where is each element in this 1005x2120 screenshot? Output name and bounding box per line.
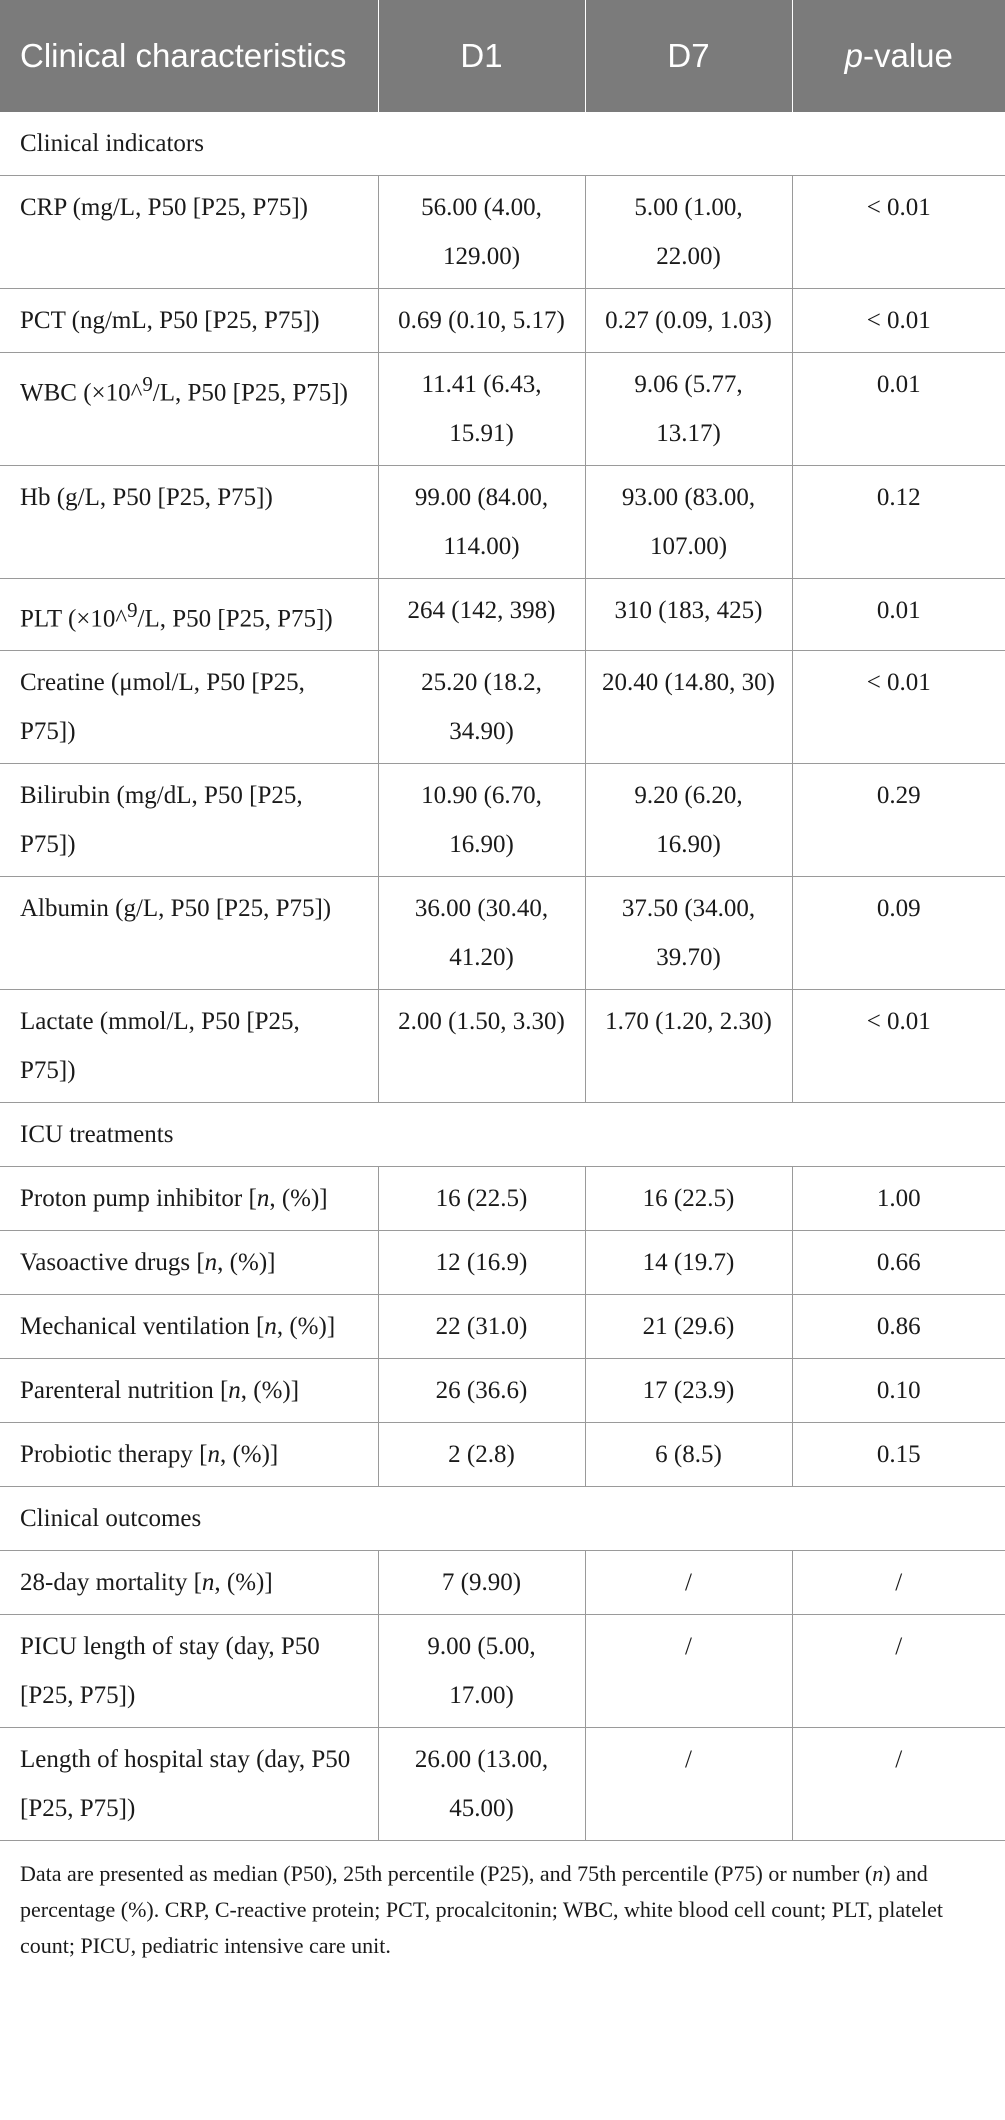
label-italic-n: n <box>256 1185 270 1213</box>
table-row-probiotic-therapy <box>0 1423 1005 1487</box>
d7-value: / <box>585 1728 792 1841</box>
label-italic-n: n <box>228 1377 241 1405</box>
d1-value: 36.00 (30.40, 41.20) <box>378 877 585 990</box>
header-p-value <box>792 0 1005 112</box>
label-superscript: 9 <box>127 598 138 622</box>
d1-value: 12 (16.9) <box>378 1231 585 1295</box>
p-value: 0.09 <box>792 877 1005 990</box>
d7-value: 93.00 (83.00, 107.00) <box>585 466 792 579</box>
p-value: 0.01 <box>792 353 1005 466</box>
table-row-mechanical-ventilation <box>0 1295 1005 1359</box>
p-value: 0.66 <box>792 1231 1005 1295</box>
label-part: , (%)] <box>240 1377 300 1405</box>
table-row-crp <box>0 176 1005 289</box>
d1-value: 22 (31.0) <box>378 1295 585 1359</box>
d7-value: 37.50 (34.00, 39.70) <box>585 877 792 990</box>
p-value: 0.10 <box>792 1359 1005 1423</box>
row-label: Hb (g/L, P50 [P25, P75]) <box>0 466 378 579</box>
label-part: Vasoactive drugs [ <box>20 1249 205 1277</box>
footnote-part: ) and percentage (%). CRP, C-reactive protein; PCT, procalcitonin; WBC, white blood cell count; PLT, platelet count; PICU, pediatric intensive care unit. <box>20 1861 943 1959</box>
d1-value: 56.00 (4.00, 129.00) <box>378 176 585 289</box>
row-label: CRP (mg/L, P50 [P25, P75]) <box>0 176 378 289</box>
label-italic-n: n <box>264 1313 277 1341</box>
row-label: Lactate (mmol/L, P50 [P25, P75]) <box>0 990 378 1103</box>
table-row-28-day-mortality <box>0 1551 1005 1615</box>
label-part: , (%)] <box>214 1569 273 1597</box>
section-label: Clinical indicators <box>0 112 1005 176</box>
d7-value: 20.40 (14.80, 30) <box>585 651 792 764</box>
d7-value: 1.70 (1.20, 2.30) <box>585 990 792 1103</box>
d1-value: 2 (2.8) <box>378 1423 585 1487</box>
row-label: PICU length of stay (day, P50 [P25, P75]) <box>0 1615 378 1728</box>
row-label <box>0 1551 378 1615</box>
row-label: PCT (ng/mL, P50 [P25, P75]) <box>0 289 378 353</box>
table-row-proton-pump-inhibitor <box>0 1167 1005 1231</box>
d1-value: 26.00 (13.00, 45.00) <box>378 1728 585 1841</box>
d1-value: 264 (142, 398) <box>378 579 585 651</box>
p-value: / <box>792 1728 1005 1841</box>
row-label: Albumin (g/L, P50 [P25, P75]) <box>0 877 378 990</box>
label-part: PLT (×10^ <box>20 605 128 633</box>
label-italic-n: n <box>204 1249 218 1277</box>
d7-value: 14 (19.7) <box>585 1231 792 1295</box>
section-row-clinical-outcomes <box>0 1487 1005 1551</box>
d7-value: 9.06 (5.77, 13.17) <box>585 353 792 466</box>
table-row-pct <box>0 289 1005 353</box>
label-part: Probiotic therapy [ <box>20 1441 208 1469</box>
label-part: Parenteral nutrition [ <box>20 1377 229 1405</box>
header-p-italic: p <box>844 37 863 74</box>
table-row-plt <box>0 579 1005 651</box>
d7-value: 21 (29.6) <box>585 1295 792 1359</box>
label-part: Mechanical ventilation [ <box>20 1313 265 1341</box>
row-label <box>0 1167 378 1231</box>
header-d1: D1 <box>378 0 585 112</box>
header-row <box>0 0 1005 112</box>
d1-value: 16 (22.5) <box>378 1167 585 1231</box>
table-row-creatine <box>0 651 1005 764</box>
section-label: Clinical outcomes <box>0 1487 1005 1551</box>
label-italic-n: n <box>207 1441 220 1469</box>
p-value: < 0.01 <box>792 176 1005 289</box>
d1-value: 7 (9.90) <box>378 1551 585 1615</box>
d7-value: / <box>585 1551 792 1615</box>
p-value: 0.86 <box>792 1295 1005 1359</box>
p-value: 0.12 <box>792 466 1005 579</box>
table-row-length-of-hospital-stay <box>0 1728 1005 1841</box>
d7-value: / <box>585 1615 792 1728</box>
d7-value: 6 (8.5) <box>585 1423 792 1487</box>
header-d7: D7 <box>585 0 792 112</box>
footnote-part: Data are presented as median (P50), 25th percentile (P25), and 75th percentile (P75) or number ( <box>20 1861 873 1887</box>
table-row-lactate <box>0 990 1005 1103</box>
section-label: ICU treatments <box>0 1103 1005 1167</box>
footnote-italic-n: n <box>872 1861 884 1887</box>
label-italic-n: n <box>201 1569 215 1597</box>
label-part: /L, P50 [P25, P75]) <box>152 379 348 407</box>
label-part: , (%)] <box>219 1441 279 1469</box>
label-part: WBC (×10^ <box>20 379 143 407</box>
d7-value: 310 (183, 425) <box>585 579 792 651</box>
label-part: /L, P50 [P25, P75]) <box>137 605 333 633</box>
row-label <box>0 1231 378 1295</box>
label-part: , (%)] <box>276 1313 336 1341</box>
section-row-icu-treatments <box>0 1103 1005 1167</box>
table-footnote <box>0 1841 1005 1964</box>
label-part: 28-day mortality [ <box>20 1569 202 1597</box>
table-row-bilirubin <box>0 764 1005 877</box>
table-row-hb <box>0 466 1005 579</box>
label-part: , (%)] <box>269 1185 328 1213</box>
header-p-suffix: -value <box>862 37 953 74</box>
table-row-parenteral-nutrition <box>0 1359 1005 1423</box>
p-value: 0.29 <box>792 764 1005 877</box>
d1-value: 9.00 (5.00, 17.00) <box>378 1615 585 1728</box>
table-row-wbc <box>0 353 1005 466</box>
table-row-vasoactive-drugs <box>0 1231 1005 1295</box>
label-superscript: 9 <box>142 372 153 396</box>
p-value: 0.15 <box>792 1423 1005 1487</box>
d1-value: 11.41 (6.43, 15.91) <box>378 353 585 466</box>
d7-value: 5.00 (1.00, 22.00) <box>585 176 792 289</box>
p-value: < 0.01 <box>792 990 1005 1103</box>
p-value: 0.01 <box>792 579 1005 651</box>
d1-value: 10.90 (6.70, 16.90) <box>378 764 585 877</box>
row-label <box>0 579 378 651</box>
p-value: 1.00 <box>792 1167 1005 1231</box>
p-value: < 0.01 <box>792 651 1005 764</box>
table-row-picu-length-of-stay <box>0 1615 1005 1728</box>
row-label: Bilirubin (mg/dL, P50 [P25, P75]) <box>0 764 378 877</box>
d1-value: 2.00 (1.50, 3.30) <box>378 990 585 1103</box>
row-label: Creatine (μmol/L, P50 [P25, P75]) <box>0 651 378 764</box>
p-value: < 0.01 <box>792 289 1005 353</box>
p-value: / <box>792 1551 1005 1615</box>
label-part: , (%)] <box>217 1249 276 1277</box>
row-label <box>0 353 378 466</box>
table-row-albumin <box>0 877 1005 990</box>
d1-value: 25.20 (18.2, 34.90) <box>378 651 585 764</box>
d1-value: 26 (36.6) <box>378 1359 585 1423</box>
d1-value: 0.69 (0.10, 5.17) <box>378 289 585 353</box>
row-label: Length of hospital stay (day, P50 [P25, P75]) <box>0 1728 378 1841</box>
d7-value: 0.27 (0.09, 1.03) <box>585 289 792 353</box>
row-label <box>0 1423 378 1487</box>
row-label <box>0 1295 378 1359</box>
p-value: / <box>792 1615 1005 1728</box>
row-label <box>0 1359 378 1423</box>
d7-value: 17 (23.9) <box>585 1359 792 1423</box>
section-row-clinical-indicators <box>0 112 1005 176</box>
header-clinical-characteristics: Clinical characteristics <box>0 0 378 112</box>
label-part: Proton pump inhibitor [ <box>20 1185 257 1213</box>
d1-value: 99.00 (84.00, 114.00) <box>378 466 585 579</box>
d7-value: 9.20 (6.20, 16.90) <box>585 764 792 877</box>
d7-value: 16 (22.5) <box>585 1167 792 1231</box>
